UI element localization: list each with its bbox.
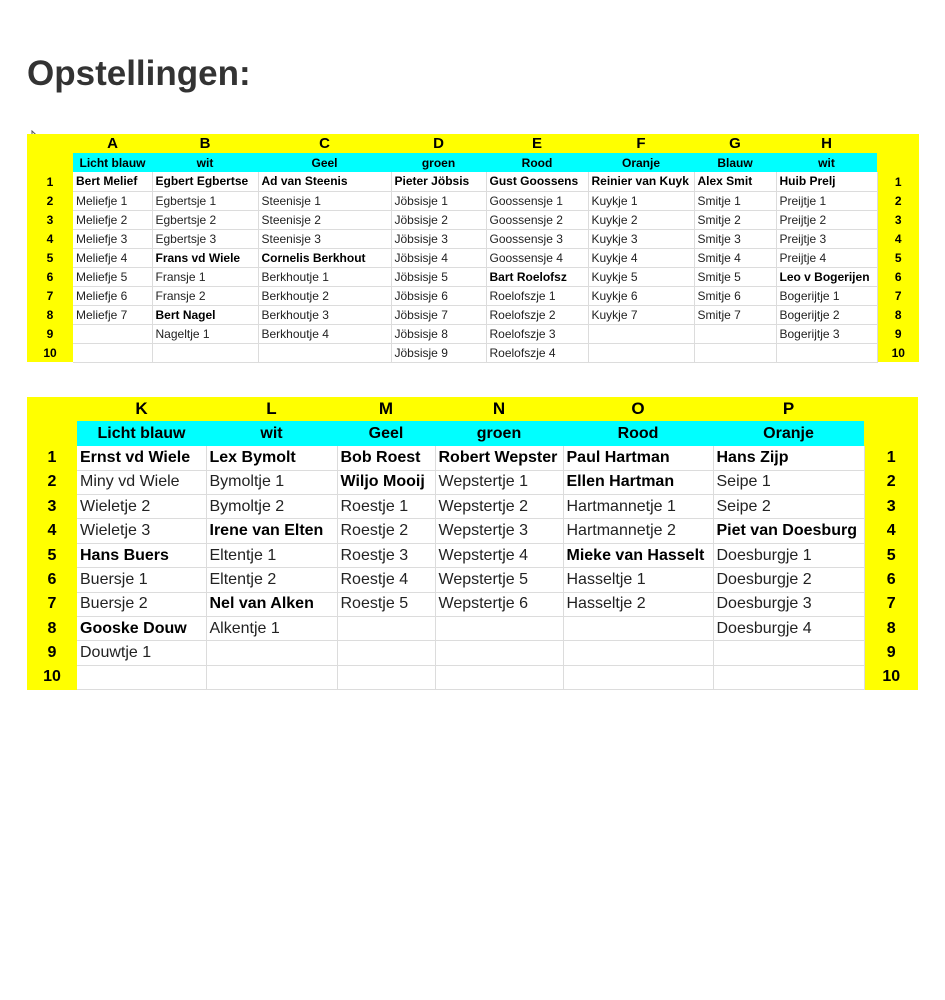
row-number[interactable]: 3 bbox=[877, 210, 919, 229]
table-row bbox=[27, 617, 918, 641]
row-number[interactable]: 2 bbox=[864, 470, 918, 494]
team-color-cell[interactable]: Blauw bbox=[694, 153, 776, 172]
player-cell[interactable]: Preijtje 4 bbox=[776, 248, 877, 267]
player-name-cell[interactable]: Paul Hartman bbox=[563, 446, 713, 470]
player-cell[interactable]: Kuykje 1 bbox=[588, 191, 694, 210]
player-cell[interactable]: Seipe 2 bbox=[713, 495, 864, 519]
player-cell[interactable]: Meliefje 1 bbox=[73, 191, 152, 210]
player-name-cell[interactable]: Egbert Egbertse bbox=[152, 172, 258, 191]
player-cell[interactable]: Fransje 2 bbox=[152, 286, 258, 305]
player-cell[interactable]: Wepstertje 6 bbox=[435, 592, 563, 616]
team-color-cell[interactable]: Licht blauw bbox=[77, 421, 206, 445]
player-cell[interactable]: Jöbsisje 5 bbox=[391, 267, 486, 286]
player-name-cell[interactable]: Reinier van Kuyk bbox=[588, 172, 694, 191]
player-cell[interactable]: Bogerijtje 1 bbox=[776, 286, 877, 305]
player-name-cell[interactable]: Bob Roest bbox=[337, 446, 435, 470]
player-cell[interactable] bbox=[713, 641, 864, 665]
team-color-cell[interactable]: wit bbox=[152, 153, 258, 172]
player-name-cell[interactable]: Frans vd Wiele bbox=[152, 248, 258, 267]
player-name-cell[interactable]: Hans Buers bbox=[77, 543, 206, 567]
team-color-cell[interactable]: groen bbox=[435, 421, 563, 445]
player-cell[interactable]: Roelofszje 1 bbox=[486, 286, 588, 305]
row-number[interactable]: 7 bbox=[864, 592, 918, 616]
player-cell[interactable]: Smitje 1 bbox=[694, 191, 776, 210]
player-name-cell[interactable]: Ellen Hartman bbox=[563, 470, 713, 494]
player-cell[interactable]: Roestje 1 bbox=[337, 495, 435, 519]
player-cell[interactable] bbox=[152, 343, 258, 362]
player-name-cell[interactable]: Huib Prelj bbox=[776, 172, 877, 191]
player-cell[interactable]: Smitje 7 bbox=[694, 305, 776, 324]
player-cell[interactable]: Jöbsisje 7 bbox=[391, 305, 486, 324]
player-cell[interactable]: Jöbsisje 1 bbox=[391, 191, 486, 210]
player-cell[interactable]: Egbertsje 2 bbox=[152, 210, 258, 229]
player-cell[interactable] bbox=[435, 665, 563, 689]
player-cell[interactable]: Roelofszje 4 bbox=[486, 343, 588, 362]
player-cell[interactable]: Kuykje 7 bbox=[588, 305, 694, 324]
row-number[interactable]: 2 bbox=[27, 470, 77, 494]
row-number[interactable]: 2 bbox=[877, 191, 919, 210]
player-cell[interactable]: Doesburgje 4 bbox=[713, 617, 864, 641]
team-color-cell[interactable]: wit bbox=[206, 421, 337, 445]
row-header-blank bbox=[877, 153, 919, 172]
player-cell[interactable]: Berkhoutje 3 bbox=[258, 305, 391, 324]
player-cell[interactable]: Miny vd Wiele bbox=[77, 470, 206, 494]
table-row bbox=[27, 229, 919, 248]
column-header-d[interactable]: D bbox=[391, 134, 486, 153]
row-number[interactable]: 4 bbox=[877, 229, 919, 248]
row-number[interactable]: 1 bbox=[27, 172, 73, 191]
table-row bbox=[27, 210, 919, 229]
row-number[interactable]: 8 bbox=[877, 305, 919, 324]
table-row bbox=[27, 286, 919, 305]
player-cell[interactable] bbox=[337, 617, 435, 641]
team-color-cell[interactable]: groen bbox=[391, 153, 486, 172]
player-cell[interactable]: Meliefje 4 bbox=[73, 248, 152, 267]
row-number[interactable]: 10 bbox=[864, 665, 918, 689]
row-number[interactable]: 10 bbox=[27, 665, 77, 689]
player-cell[interactable]: Goossensje 3 bbox=[486, 229, 588, 248]
player-cell[interactable]: Smitje 2 bbox=[694, 210, 776, 229]
row-number[interactable]: 6 bbox=[27, 267, 73, 286]
player-cell[interactable] bbox=[206, 641, 337, 665]
column-header-c[interactable]: C bbox=[258, 134, 391, 153]
row-number[interactable]: 6 bbox=[877, 267, 919, 286]
player-cell[interactable]: Preijtje 2 bbox=[776, 210, 877, 229]
corner-cell bbox=[27, 134, 73, 153]
row-number[interactable]: 4 bbox=[27, 519, 77, 543]
player-cell[interactable]: Buersje 1 bbox=[77, 568, 206, 592]
player-cell[interactable]: Steenisje 2 bbox=[258, 210, 391, 229]
player-cell[interactable]: Roestje 2 bbox=[337, 519, 435, 543]
team-color-cell[interactable]: Rood bbox=[563, 421, 713, 445]
player-name-cell[interactable]: Pieter Jöbsis bbox=[391, 172, 486, 191]
corner-cell bbox=[864, 397, 918, 421]
player-cell[interactable]: Kuykje 6 bbox=[588, 286, 694, 305]
player-cell[interactable] bbox=[73, 324, 152, 343]
column-header-row bbox=[27, 397, 918, 421]
player-cell[interactable]: Eltentje 1 bbox=[206, 543, 337, 567]
player-cell[interactable]: Roelofszje 2 bbox=[486, 305, 588, 324]
player-cell[interactable]: Preijtje 1 bbox=[776, 191, 877, 210]
player-cell[interactable] bbox=[337, 665, 435, 689]
row-number[interactable]: 10 bbox=[877, 343, 919, 362]
player-cell[interactable]: Wepstertje 4 bbox=[435, 543, 563, 567]
table-row bbox=[27, 191, 919, 210]
player-cell[interactable] bbox=[258, 343, 391, 362]
table-row bbox=[27, 519, 918, 543]
player-cell[interactable]: Wieletje 2 bbox=[77, 495, 206, 519]
lineup-table-2 bbox=[27, 397, 918, 690]
player-cell[interactable] bbox=[435, 617, 563, 641]
table-row bbox=[27, 267, 919, 286]
team-color-cell[interactable]: Rood bbox=[486, 153, 588, 172]
row-number[interactable]: 5 bbox=[877, 248, 919, 267]
row-number[interactable]: 7 bbox=[27, 286, 73, 305]
column-header-e[interactable]: E bbox=[486, 134, 588, 153]
row-number[interactable]: 9 bbox=[877, 324, 919, 343]
player-cell[interactable]: Hartmannetje 1 bbox=[563, 495, 713, 519]
player-cell[interactable] bbox=[206, 665, 337, 689]
player-cell[interactable]: Bymoltje 2 bbox=[206, 495, 337, 519]
column-header-h[interactable]: H bbox=[776, 134, 877, 153]
player-cell[interactable]: Alkentje 1 bbox=[206, 617, 337, 641]
player-name-cell[interactable]: Irene van Elten bbox=[206, 519, 337, 543]
player-cell[interactable]: Preijtje 3 bbox=[776, 229, 877, 248]
player-cell[interactable]: Kuykje 2 bbox=[588, 210, 694, 229]
player-name-cell[interactable]: Mieke van Hasselt bbox=[563, 543, 713, 567]
player-cell[interactable]: Wepstertje 1 bbox=[435, 470, 563, 494]
column-header-m[interactable]: M bbox=[337, 397, 435, 421]
player-cell[interactable] bbox=[77, 665, 206, 689]
player-cell[interactable]: Wepstertje 5 bbox=[435, 568, 563, 592]
player-name-cell[interactable]: Bert Nagel bbox=[152, 305, 258, 324]
player-cell[interactable]: Berkhoutje 4 bbox=[258, 324, 391, 343]
player-cell[interactable]: Wieletje 3 bbox=[77, 519, 206, 543]
team-color-row bbox=[27, 421, 918, 445]
column-header-l[interactable]: L bbox=[206, 397, 337, 421]
player-cell[interactable] bbox=[694, 343, 776, 362]
player-name-cell[interactable]: Robert Wepster bbox=[435, 446, 563, 470]
table-row bbox=[27, 495, 918, 519]
player-cell[interactable]: Bymoltje 1 bbox=[206, 470, 337, 494]
player-name-cell[interactable]: Nel van Alken bbox=[206, 592, 337, 616]
row-header-blank bbox=[27, 421, 77, 445]
player-name-cell[interactable]: Gooske Douw bbox=[77, 617, 206, 641]
player-name-cell[interactable]: Cornelis Berkhout bbox=[258, 248, 391, 267]
player-cell[interactable]: Egbertsje 1 bbox=[152, 191, 258, 210]
player-name-cell[interactable]: Bart Roelofsz bbox=[486, 267, 588, 286]
table-row bbox=[27, 324, 919, 343]
player-cell[interactable]: Wepstertje 2 bbox=[435, 495, 563, 519]
column-header-b[interactable]: B bbox=[152, 134, 258, 153]
row-number[interactable]: 3 bbox=[27, 495, 77, 519]
team-color-cell[interactable]: wit bbox=[776, 153, 877, 172]
player-cell[interactable] bbox=[776, 343, 877, 362]
table-row bbox=[27, 343, 919, 362]
column-header-o[interactable]: O bbox=[563, 397, 713, 421]
corner-cell bbox=[877, 134, 919, 153]
player-cell[interactable]: Goossensje 1 bbox=[486, 191, 588, 210]
row-number[interactable]: 9 bbox=[27, 641, 77, 665]
row-number[interactable]: 6 bbox=[864, 568, 918, 592]
table-row bbox=[27, 248, 919, 267]
row-number[interactable]: 8 bbox=[27, 617, 77, 641]
table-row bbox=[27, 568, 918, 592]
table-row bbox=[27, 172, 919, 191]
column-header-p[interactable]: P bbox=[713, 397, 864, 421]
row-header-blank bbox=[27, 153, 73, 172]
table-row bbox=[27, 641, 918, 665]
table-row bbox=[27, 665, 918, 689]
team-color-cell[interactable]: Licht blauw bbox=[73, 153, 152, 172]
player-name-cell[interactable]: Bert Melief bbox=[73, 172, 152, 191]
row-number[interactable]: 5 bbox=[27, 248, 73, 267]
row-number[interactable]: 8 bbox=[27, 305, 73, 324]
player-name-cell[interactable]: Ad van Steenis bbox=[258, 172, 391, 191]
player-cell[interactable]: Roestje 5 bbox=[337, 592, 435, 616]
team-color-cell[interactable]: Geel bbox=[258, 153, 391, 172]
player-name-cell[interactable]: Wiljo Mooij bbox=[337, 470, 435, 494]
player-cell[interactable]: Kuykje 5 bbox=[588, 267, 694, 286]
player-cell[interactable]: Jöbsisje 2 bbox=[391, 210, 486, 229]
player-cell[interactable]: Steenisje 1 bbox=[258, 191, 391, 210]
player-cell[interactable] bbox=[588, 324, 694, 343]
player-cell[interactable]: Hasseltje 1 bbox=[563, 568, 713, 592]
row-number[interactable]: 4 bbox=[27, 229, 73, 248]
player-name-cell[interactable]: Ernst vd Wiele bbox=[77, 446, 206, 470]
player-cell[interactable]: Bogerijtje 2 bbox=[776, 305, 877, 324]
player-cell[interactable] bbox=[563, 617, 713, 641]
player-cell[interactable]: Doesburgje 1 bbox=[713, 543, 864, 567]
column-header-g[interactable]: G bbox=[694, 134, 776, 153]
player-cell[interactable]: Smitje 5 bbox=[694, 267, 776, 286]
row-number[interactable]: 5 bbox=[864, 543, 918, 567]
player-cell[interactable]: Meliefje 7 bbox=[73, 305, 152, 324]
row-number[interactable]: 3 bbox=[864, 495, 918, 519]
player-cell[interactable]: Berkhoutje 2 bbox=[258, 286, 391, 305]
team-color-cell[interactable]: Geel bbox=[337, 421, 435, 445]
player-cell[interactable]: Roestje 4 bbox=[337, 568, 435, 592]
player-cell[interactable] bbox=[563, 641, 713, 665]
row-number[interactable]: 4 bbox=[864, 519, 918, 543]
table-row bbox=[27, 305, 919, 324]
row-number[interactable]: 6 bbox=[27, 568, 77, 592]
team-color-cell[interactable]: Oranje bbox=[588, 153, 694, 172]
player-name-cell[interactable]: Piet van Doesburg bbox=[713, 519, 864, 543]
player-name-cell[interactable]: Leo v Bogerijen bbox=[776, 267, 877, 286]
row-number[interactable]: 9 bbox=[27, 324, 73, 343]
player-cell[interactable]: Seipe 1 bbox=[713, 470, 864, 494]
player-cell[interactable]: Smitje 6 bbox=[694, 286, 776, 305]
column-header-n[interactable]: N bbox=[435, 397, 563, 421]
row-number[interactable]: 7 bbox=[877, 286, 919, 305]
player-cell[interactable]: Bogerijtje 3 bbox=[776, 324, 877, 343]
player-cell[interactable]: Steenisje 3 bbox=[258, 229, 391, 248]
player-cell[interactable]: Doesburgje 3 bbox=[713, 592, 864, 616]
column-header-a[interactable]: A bbox=[73, 134, 152, 153]
player-cell[interactable]: Hasseltje 2 bbox=[563, 592, 713, 616]
row-number[interactable]: 8 bbox=[864, 617, 918, 641]
player-cell[interactable]: Meliefje 2 bbox=[73, 210, 152, 229]
corner-cell bbox=[27, 397, 77, 421]
row-number[interactable]: 5 bbox=[27, 543, 77, 567]
player-cell[interactable]: Douwtje 1 bbox=[77, 641, 206, 665]
player-cell[interactable]: Goossensje 2 bbox=[486, 210, 588, 229]
player-cell[interactable]: Smitje 4 bbox=[694, 248, 776, 267]
player-cell[interactable]: Meliefje 5 bbox=[73, 267, 152, 286]
player-cell[interactable]: Doesburgje 2 bbox=[713, 568, 864, 592]
player-cell[interactable]: Eltentje 2 bbox=[206, 568, 337, 592]
player-cell[interactable]: Smitje 3 bbox=[694, 229, 776, 248]
player-cell[interactable]: Berkhoutje 1 bbox=[258, 267, 391, 286]
player-cell[interactable] bbox=[73, 343, 152, 362]
player-cell[interactable]: Roelofszje 3 bbox=[486, 324, 588, 343]
player-cell[interactable] bbox=[563, 665, 713, 689]
player-cell[interactable] bbox=[337, 641, 435, 665]
row-number[interactable]: 3 bbox=[27, 210, 73, 229]
player-cell[interactable]: Goossensje 4 bbox=[486, 248, 588, 267]
player-cell[interactable]: Meliefje 3 bbox=[73, 229, 152, 248]
team-color-cell[interactable]: Oranje bbox=[713, 421, 864, 445]
player-cell[interactable]: Roestje 3 bbox=[337, 543, 435, 567]
player-cell[interactable]: Egbertsje 3 bbox=[152, 229, 258, 248]
player-name-cell[interactable]: Lex Bymolt bbox=[206, 446, 337, 470]
player-cell[interactable]: Hartmannetje 2 bbox=[563, 519, 713, 543]
row-number[interactable]: 1 bbox=[27, 446, 77, 470]
column-header-k[interactable]: K bbox=[77, 397, 206, 421]
player-cell[interactable] bbox=[588, 343, 694, 362]
player-cell[interactable]: Nageltje 1 bbox=[152, 324, 258, 343]
player-cell[interactable]: Jöbsisje 3 bbox=[391, 229, 486, 248]
player-name-cell[interactable]: Alex Smit bbox=[694, 172, 776, 191]
column-header-row bbox=[27, 134, 919, 153]
player-cell[interactable]: Jöbsisje 6 bbox=[391, 286, 486, 305]
player-cell[interactable] bbox=[694, 324, 776, 343]
row-number[interactable]: 1 bbox=[877, 172, 919, 191]
row-number[interactable]: 7 bbox=[27, 592, 77, 616]
player-cell[interactable]: Kuykje 3 bbox=[588, 229, 694, 248]
row-number[interactable]: 9 bbox=[864, 641, 918, 665]
page-title: Opstellingen: bbox=[27, 54, 251, 93]
player-name-cell[interactable]: Gust Goossens bbox=[486, 172, 588, 191]
player-cell[interactable] bbox=[435, 641, 563, 665]
row-number[interactable]: 1 bbox=[864, 446, 918, 470]
column-header-f[interactable]: F bbox=[588, 134, 694, 153]
player-cell[interactable]: Meliefje 6 bbox=[73, 286, 152, 305]
player-cell[interactable]: Buersje 2 bbox=[77, 592, 206, 616]
player-cell[interactable]: Jöbsisje 4 bbox=[391, 248, 486, 267]
player-cell[interactable]: Fransje 1 bbox=[152, 267, 258, 286]
table-row bbox=[27, 543, 918, 567]
table-row bbox=[27, 470, 918, 494]
table-row bbox=[27, 446, 918, 470]
row-number[interactable]: 10 bbox=[27, 343, 73, 362]
player-cell[interactable]: Jöbsisje 9 bbox=[391, 343, 486, 362]
player-name-cell[interactable]: Hans Zijp bbox=[713, 446, 864, 470]
team-color-row bbox=[27, 153, 919, 172]
player-cell[interactable]: Jöbsisje 8 bbox=[391, 324, 486, 343]
row-number[interactable]: 2 bbox=[27, 191, 73, 210]
player-cell[interactable] bbox=[713, 665, 864, 689]
row-header-blank bbox=[864, 421, 918, 445]
player-cell[interactable]: Kuykje 4 bbox=[588, 248, 694, 267]
table-row bbox=[27, 592, 918, 616]
lineup-table-1 bbox=[27, 134, 919, 363]
player-cell[interactable]: Wepstertje 3 bbox=[435, 519, 563, 543]
